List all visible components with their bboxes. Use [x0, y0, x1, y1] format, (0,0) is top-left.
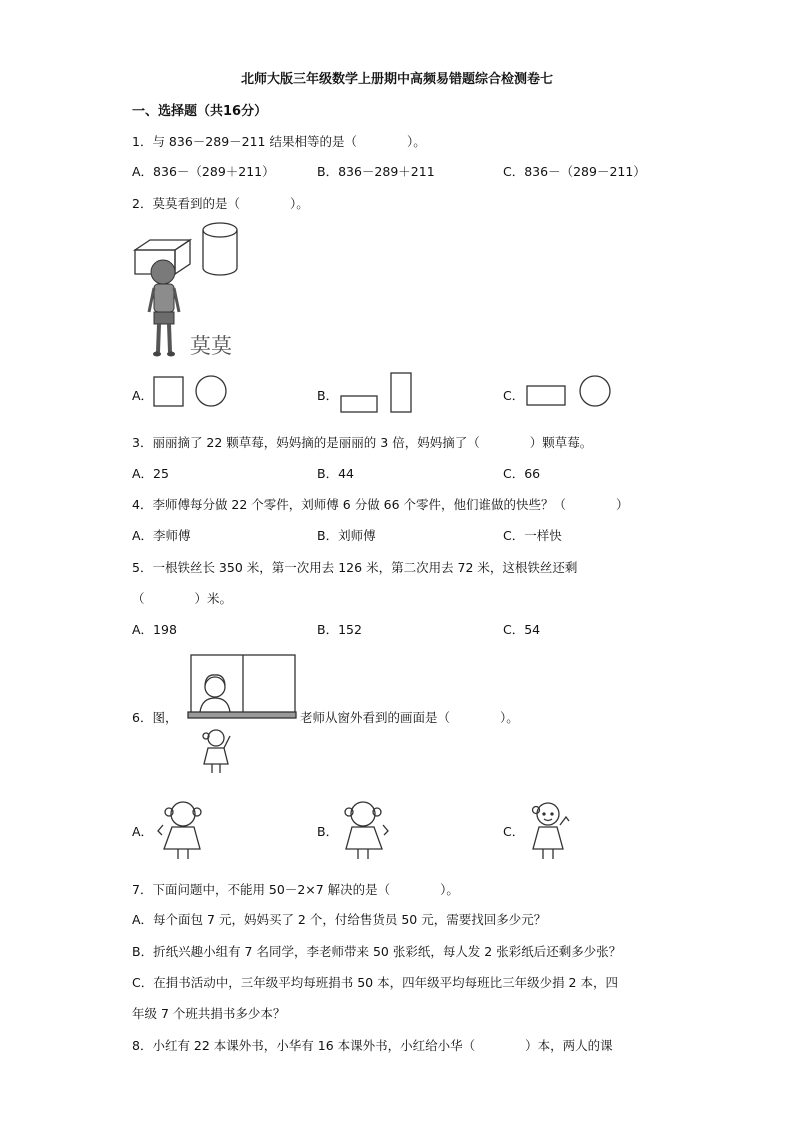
option-a[interactable]: A．每个面包 7 元，妈妈买了 2 个，付给售货员 50 元，需要找回多少元？ [132, 912, 547, 927]
option-c[interactable]: C．66 [503, 466, 541, 481]
option-c[interactable]: C． [503, 824, 525, 839]
square-shape [154, 377, 183, 406]
option-b[interactable]: B．152 [317, 622, 362, 637]
option-b-figure[interactable] [338, 370, 418, 415]
question-stem: 3．丽丽摘了 22 颗草莓，妈妈摘的是丽丽的 3 倍，妈妈摘了（ ）颗草莓。 [132, 435, 593, 450]
option-a[interactable]: A．198 [132, 622, 177, 637]
question-stem: 5．一根铁丝长 350 米，第一次用去 126 米，第二次用去 72 米，这根铁丝还剩 [132, 560, 578, 575]
option-a[interactable]: A．25 [132, 466, 169, 481]
option-c-figure[interactable] [524, 374, 614, 410]
option-c[interactable]: C．836－（289－211） [503, 164, 646, 179]
child-back-view [158, 802, 201, 859]
option-a[interactable]: A． [132, 388, 154, 403]
question-stem: 4．李师傅每分做 22 个零件，刘师傅 6 分做 66 个零件，他们谁做的快些？（ ） [132, 497, 629, 512]
girl-figure [149, 260, 179, 357]
child-back-view-mirrored [345, 802, 388, 859]
option-b[interactable]: B．折纸兴趣小组有 7 名同学，李老师带来 50 张彩纸，每人发 2 张彩纸后还剩多少张？ [132, 944, 622, 959]
teacher-figure [200, 675, 230, 712]
window-scene-figure [186, 652, 298, 778]
option-b[interactable]: B．836－289＋211 [317, 164, 435, 179]
page-title: 北师大版三年级数学上册期中高频易错题综合检测卷七 [240, 72, 553, 87]
option-b[interactable]: B．44 [317, 466, 354, 481]
question-stem: 1．与 836－289－211 结果相等的是（ ）。 [132, 134, 426, 149]
option-a-figure[interactable] [150, 797, 210, 863]
rectangle-shape [341, 396, 377, 412]
option-c[interactable]: C．在捐书活动中，三年级平均每班捐书 50 本，四年级平均每班比三年级少捐 2 本，四 [132, 975, 618, 990]
question-stem: 7．下面问题中，不能用 50－2×7 解决的是（ ）。 [132, 882, 459, 897]
option-a[interactable]: A．836－（289＋211） [132, 164, 275, 179]
option-c[interactable]: C．54 [503, 622, 541, 637]
child-figure [203, 730, 230, 773]
option-b[interactable]: B． [317, 824, 339, 839]
option-a[interactable]: A． [132, 824, 154, 839]
rectangle-shape [391, 373, 411, 412]
option-c[interactable]: C． [503, 388, 525, 403]
cylinder-shape [203, 223, 237, 275]
option-b[interactable]: B．刘师傅 [317, 528, 376, 543]
question-lead: 6．图， [132, 710, 178, 725]
child-front-view [533, 803, 570, 859]
option-c-continued: 年级 7 个班共捐书多少本？ [132, 1006, 286, 1021]
circle-shape [580, 376, 610, 406]
section-heading: 一、选择题（共16分） [132, 104, 268, 119]
question-stem: 2．莫莫看到的是（ ）。 [132, 196, 309, 211]
option-a-figure[interactable] [152, 374, 232, 410]
option-b-figure[interactable] [336, 797, 396, 863]
question-stem: 老师从窗外看到的画面是（ ）。 [300, 710, 519, 725]
option-c-figure[interactable] [520, 797, 580, 863]
option-b[interactable]: B． [317, 388, 339, 403]
rectangle-shape [527, 386, 565, 405]
window-frame [188, 655, 296, 718]
option-c[interactable]: C．一样快 [503, 528, 562, 543]
question-stem: 8．小红有 22 本课外书，小华有 16 本课外书，小红给小华（ ）本，两人的课 [132, 1038, 613, 1053]
option-a[interactable]: A．李师傅 [132, 528, 191, 543]
circle-shape [196, 376, 226, 406]
figure-label: 莫莫 [190, 334, 232, 358]
question-stem-continued: （ ）米。 [132, 591, 233, 606]
